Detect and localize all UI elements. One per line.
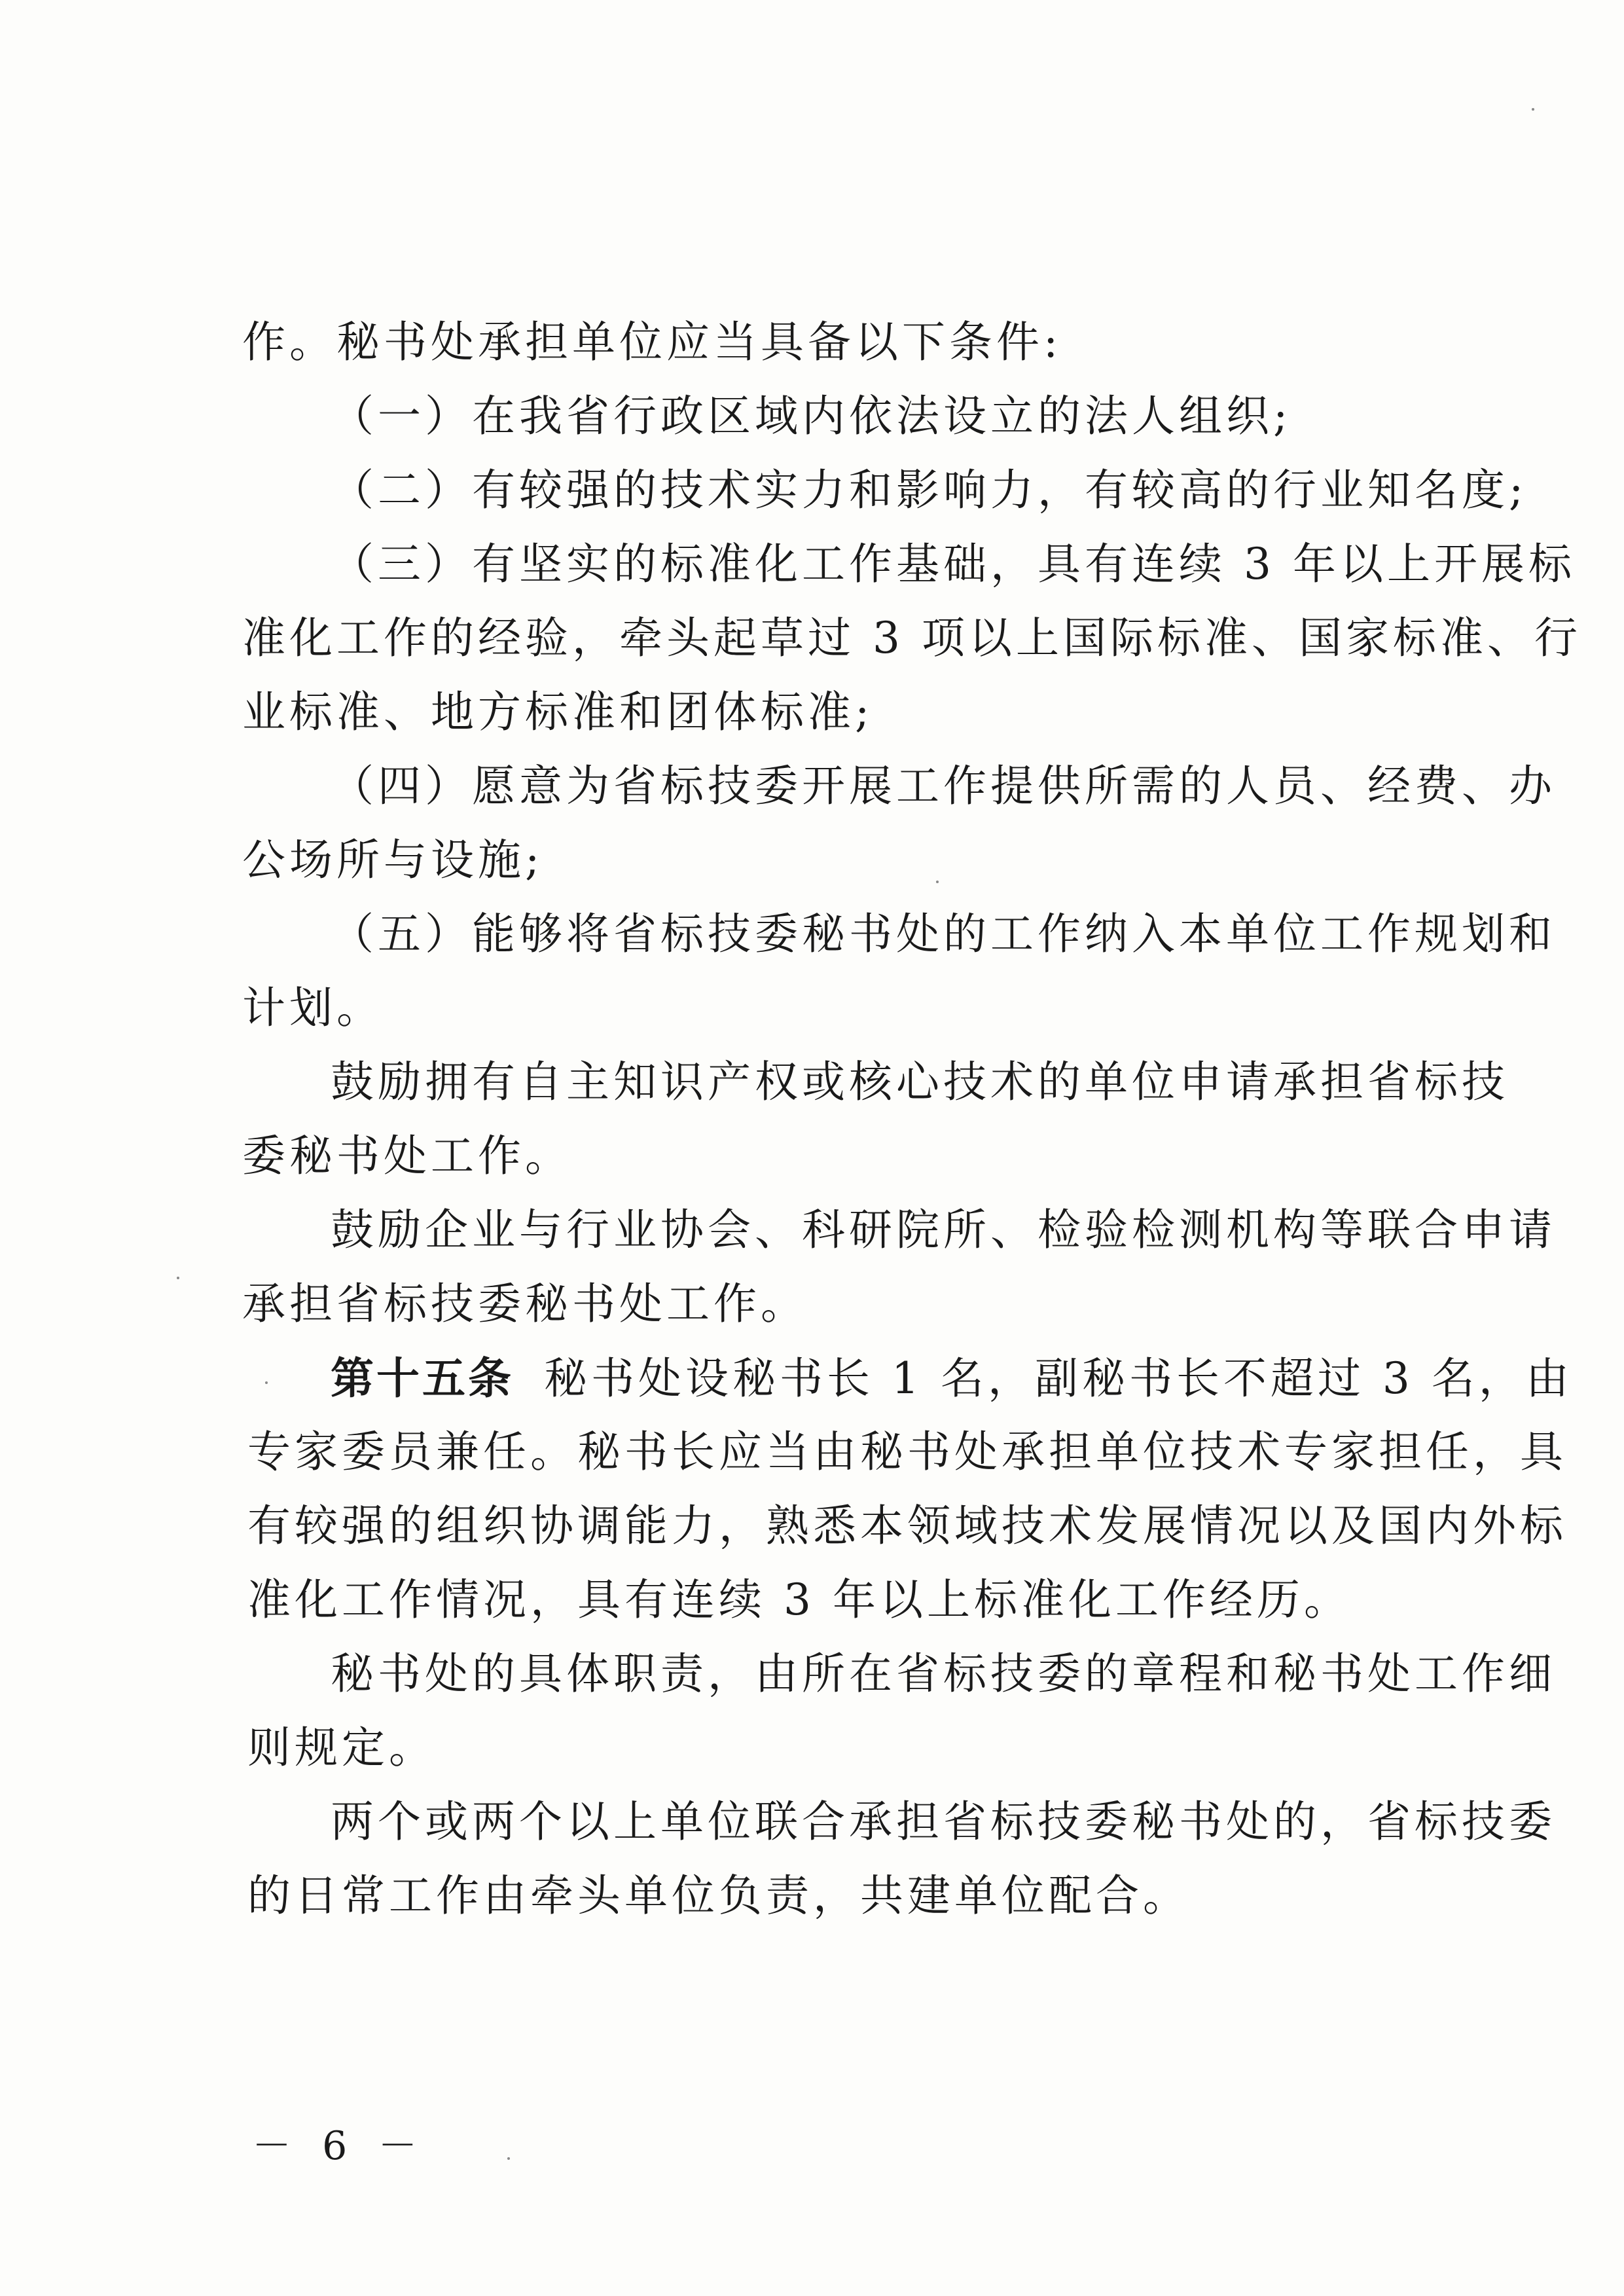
article-heading: 第十五条 — [331, 1353, 514, 1404]
text-line: 准化工作的经验，牵头起草过 3 项以上国际标准、国家标准、行 — [242, 613, 1581, 663]
list-item-3: （三）有坚实的标准化工作基础，具有连续 3 年以上开展标 — [331, 539, 1576, 589]
scan-speck — [177, 1277, 179, 1279]
article-text: 秘书处设秘书长 1 名，副秘书长不超过 3 名，由 — [544, 1353, 1573, 1404]
text-line: 有较强的组织协调能力，熟悉本领域技术发展情况以及国内外标 — [247, 1501, 1567, 1551]
list-item-5: （五）能够将省标技委秘书处的工作纳入本单位工作规划和 — [331, 909, 1556, 959]
text-line: 计划。 — [242, 983, 384, 1033]
text-line: 准化工作情况，具有连续 3 年以上标准化工作经历。 — [247, 1575, 1351, 1625]
paragraph-duties: 秘书处的具体职责，由所在省标技委的章程和秘书处工作细 — [331, 1649, 1556, 1699]
paragraph-encourage-2: 鼓励企业与行业协会、科研院所、检验检测机构等联合申请 — [331, 1205, 1556, 1255]
text-line: 委秘书处工作。 — [242, 1131, 572, 1181]
paragraph-joint: 两个或两个以上单位联合承担省标技委秘书处的，省标技委 — [331, 1796, 1556, 1847]
scan-speck — [265, 1381, 268, 1384]
list-item-4: （四）愿意为省标技委开展工作提供所需的人员、经费、办 — [331, 761, 1556, 811]
text-line: 业标准、地方标准和团体标准; — [242, 687, 874, 737]
text-line: 承担省标技委秘书处工作。 — [242, 1279, 808, 1329]
paragraph-encourage-1: 鼓励拥有自主知识产权或核心技术的单位申请承担省标技 — [331, 1057, 1509, 1107]
list-item-1: （一）在我省行政区域内依法设立的法人组织; — [331, 391, 1292, 441]
text-line: 公场所与设施; — [242, 835, 544, 885]
text-line: 则规定。 — [247, 1722, 436, 1773]
article-15-first-line — [331, 1352, 1573, 1405]
text-line: 专家委员兼任。秘书长应当由秘书处承担单位技术专家担任，具 — [247, 1427, 1567, 1477]
scan-speck — [1532, 108, 1534, 111]
text-line: 作。秘书处承担单位应当具备以下条件: — [242, 317, 1062, 367]
page-number: － 6 － — [252, 2123, 427, 2169]
scan-speck — [936, 881, 939, 883]
scan-speck — [507, 2157, 510, 2160]
text-line: 的日常工作由牵头单位负责，共建单位配合。 — [247, 1870, 1190, 1921]
list-item-2: （二）有较强的技术实力和影响力，有较高的行业知名度; — [331, 465, 1528, 515]
